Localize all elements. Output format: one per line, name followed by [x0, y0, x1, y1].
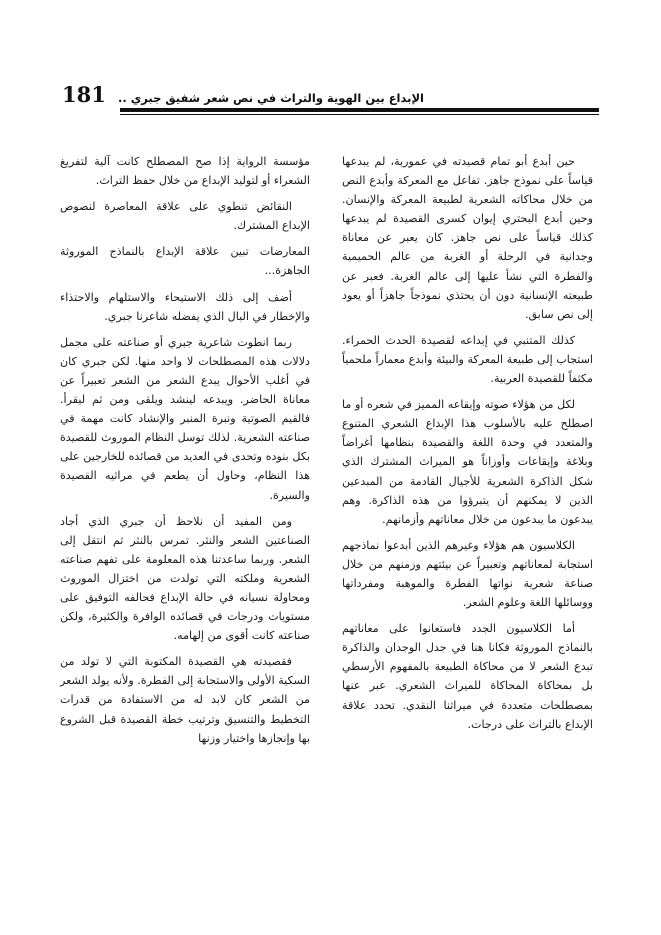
paragraph: حين أبدع أبو تمام قصيدته في عمورية، لم يبدعها قياساً على نموذج جاهز. تفاعل مع المعركة وأبدع النص من خلال محاكاته الشعرية لطبيعة المعركة والإنسان. وحين أبدع البحتري إيوان كسرى القصيدة لم يبدعها كذلك قياساً على نص جاهز. كان يعبر عن معاناة وجدانية في الرحلة أو الغربة من عالم الحميمية والفطرة التي نشأ عليها إلى عالم الغربة. فعبر عن طبيعته الإنسانية دون أن يحتذي نموذجاً جاهزاً أو يعود إلى نص سابق. [342, 155, 593, 321]
paragraph: كذلك المتنبي في إبداعه لقصيدة الحدث الحمراء. استجاب إلى طبيعة المعركة والبيئة وأبدع معماراً ملحمياً مكثفاً للقصيدة العربية. [342, 333, 593, 386]
right-column [342, 152, 593, 741]
left-column [60, 152, 310, 755]
page-number: 181 [62, 82, 106, 107]
paragraph: مؤسسة الرواية إذا صح المصطلح كانت آلية لتفريغ الشعراء أو لتوليد الإبداع من خلال حفظ التراث. [60, 155, 310, 188]
paragraph: ربما انطوت شاعرية جبري أو صناعته على مجمل دلالات هذه المصطلحات لا واحد منها. لكن جبري كان في أغلب الأحوال يبدع الشعر من الشعر تعبيراً عن معاناة الحاضر. ويبدعه لينشد ويلقى ومن ثم ليقرأ. فالقيم الصوتية ونبرة المنبر والإنشاد كانت مهمة في صناعته الشعرية. لذلك توسل النظام الموروث للقصيدة بكل بنوده وتحدى في العديد من قصائده للخارجين على هذا النظام، وحاول أن يطعم في مراثيه القصيدة والسيرة. [60, 335, 310, 502]
paragraph: لكل من هؤلاء صوته وإيقاعه المميز في شعره أو ما اصطلح عليه بالأسلوب هذا الإبداع الشعري المتنوع والمتعدد في وحدة اللغة والقصيدة بنظامها أغراضاً وبلاغة وإيقاعات وأوزاناً هو الميراث المشترك الذي شكل الذاكرة الشعرية للأجيال القادمة من المبدعين الذين لا يمكنهم أن يتبرؤوا من هذه الذاكرة. وهم يبدعون ما يبدعون من خلال معاناتهم وأزمانهم. [342, 398, 593, 526]
paragraph: الكلاسيون هم هؤلاء وغيرهم الذين أبدعوا نماذجهم استجابة لمعاناتهم وتعبيراً عن بيئتهم وزمنهم من خلال صناعة شعرية نواتها الفطرة والموهبة ومفرداتها ووسائلها اللغة وعلوم الشعر. [342, 538, 593, 610]
paragraph: أضف إلى ذلك الاستيحاء والاستلهام والاحتذاء والإخطار في البال الذي يفضله شاعرنا جبري. [60, 290, 310, 323]
running-title: الإبداع بين الهوية والتراث في نص شعر شفيق جبري .. [118, 91, 424, 105]
paragraph: النقائض تنطوي على علاقة المعاصرة لنصوص الإبداع المشترك. [60, 200, 310, 233]
paragraph: أما الكلاسيون الجدد فاستعانوا على معاناتهم بالنماذج الموروثة فكانا هنا في جدل الوجدان والذاكرة تبدع الشعر لا من محاكاة الطبيعة بالمفهوم الأرسطي بل بمحاكاة المحاكاة للميراث الشعري. عبر عنها بمصطلحات متعددة في ميراثنا النقدي. تحدد علاقة الإبداع بالتراث على درجات. [342, 622, 593, 731]
header-rule-thick [120, 108, 599, 112]
paragraph: ومن المفيد أن نلاحظ أن جبري الذي أجاد الصناعتين الشعر والنثر. تمرس بالنثر ثم انتقل إلى الشعر. وربما ساعدتنا هذه المعلومة على تفهم صناعته الشعرية وملكته التي تولدت من اختزال الموروث ومحاولة نسيانه في حالة الإبداع فحالفه التوفيق على مستويات ودرجات في قصائده الوافرة والكثيرة، ولكن صناعته كانت أقوى من إلهامه. [60, 514, 310, 643]
header-rule-thin [120, 114, 599, 115]
paragraph: فقصيدته هي القصيدة المكتوبة التي لا تولد من السكية الأولى والاستجابة إلى الفطرة. ولأنه يولد الشعر من الشعر كان لابد له من الاستفادة من قدرات التخطيط والتنسيق وترتيب خطة القصيدة قبل الشروع بها وإنجازها واختيار وزنها [60, 655, 310, 745]
paragraph: المعارضات تبين علاقة الإبداع بالنماذج الموروثة الجاهزة... [60, 245, 310, 278]
